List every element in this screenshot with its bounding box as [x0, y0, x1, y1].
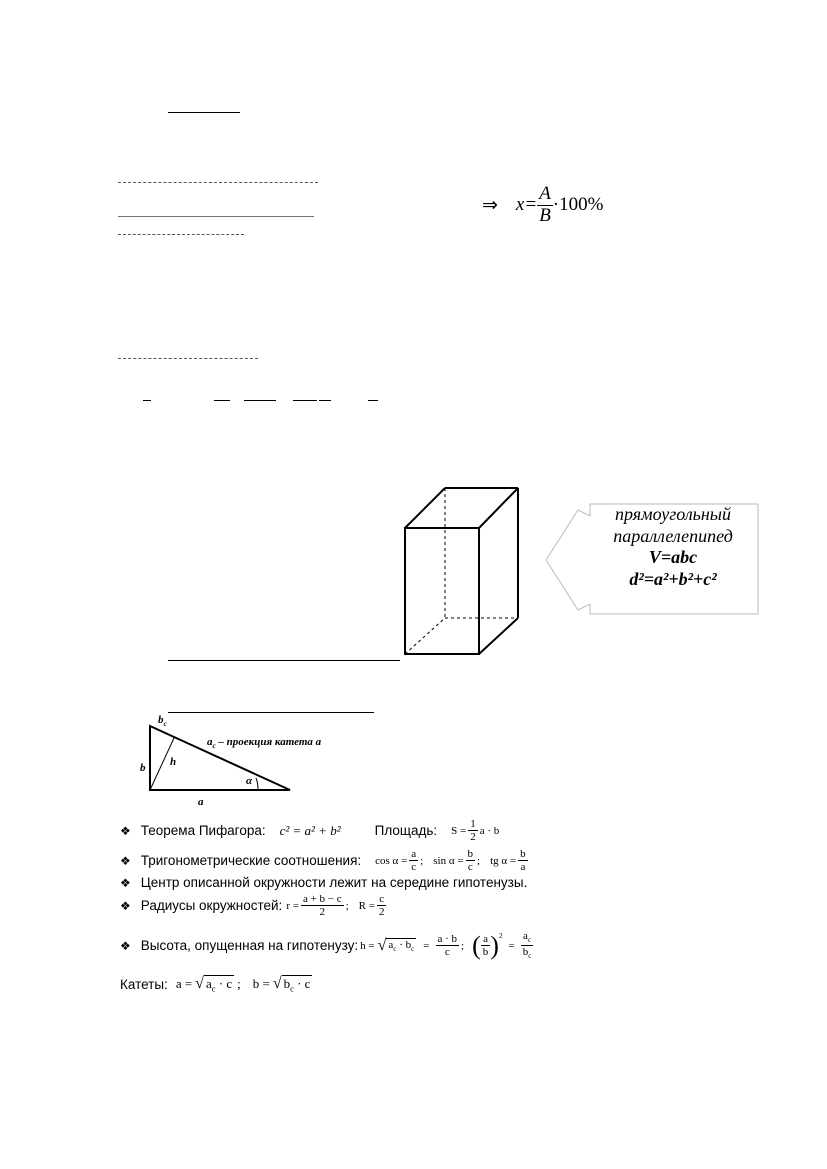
callout-diagonal: d²=a²+b²+c² — [629, 568, 717, 589]
sep-1: ; — [420, 854, 424, 867]
h-rhs-num-a: a — [523, 930, 528, 942]
area-den: 2 — [470, 831, 476, 844]
bullet-icon: ❖ — [120, 853, 131, 868]
sin-den: c — [467, 861, 473, 874]
cos-num: a — [411, 848, 417, 860]
cos-lhs: cos α = — [375, 854, 408, 867]
cos-den: c — [411, 861, 417, 874]
trig-label: Тригонометрические соотношения: — [140, 853, 362, 869]
legs-formulas — [176, 975, 316, 994]
b-root-sub: c — [290, 983, 294, 994]
right-triangle-figure — [140, 720, 300, 800]
tg-fraction — [518, 848, 528, 873]
angle-arc — [256, 778, 258, 790]
bullet-trig — [120, 848, 530, 873]
h-den: c — [444, 946, 450, 959]
dashed-rule-2 — [118, 234, 244, 235]
tg-lhs: tg α = — [490, 854, 517, 867]
b-root: b — [283, 976, 291, 991]
a-root-rest: · c — [215, 976, 233, 991]
area-formula — [451, 818, 499, 843]
dash-fragment-2 — [214, 400, 230, 401]
h-rhs-num-sub: c — [527, 936, 532, 945]
sep-2: ; — [477, 854, 481, 867]
formula-rhs: ·100% — [552, 194, 604, 216]
height-label: Высота, опущенная на гипотенузу: — [140, 938, 359, 954]
h-rhs-num — [521, 930, 533, 946]
h-rhs-den-sub: c — [528, 952, 532, 961]
label-ac-text: – проекция катета a — [215, 736, 322, 748]
label-alpha: α — [246, 775, 253, 787]
h-pow: 2 — [498, 931, 503, 940]
radii-formulas — [286, 893, 388, 918]
callout-line-2: параллелепипед — [613, 525, 733, 546]
h-paren-den: b — [482, 946, 489, 959]
bullet-radii — [120, 893, 388, 918]
label-a: a — [198, 796, 204, 808]
h-num: a · b — [437, 932, 458, 945]
h-rhs-den-b: b — [522, 946, 529, 959]
sep-3: ; — [345, 899, 349, 912]
h-sqrt: √ $a_c \cdot b_c$ — [377, 936, 415, 954]
r-num: a + b − c — [302, 893, 342, 905]
underline-rule-1 — [168, 660, 400, 661]
h-root-mid: · b — [396, 938, 412, 951]
sin-num: b — [467, 848, 474, 860]
r-den: 2 — [319, 906, 326, 919]
dashed-rule-3 — [118, 358, 258, 359]
R-den: 2 — [378, 906, 385, 919]
legs-label: Катеты: — [120, 976, 168, 992]
formula-numerator: A — [539, 183, 551, 204]
parallelepiped-figure — [395, 480, 530, 660]
h-rhs-den — [521, 946, 534, 961]
area-rhs: a · b — [479, 824, 500, 837]
h-eq-2: = — [508, 939, 515, 952]
R-num: c — [379, 893, 385, 905]
sin-fraction — [466, 848, 476, 873]
label-b: b — [140, 762, 146, 774]
label-ac-projection — [207, 736, 321, 750]
legs-line — [120, 975, 315, 994]
h-root-sub2: c — [411, 945, 415, 954]
a-root: a — [205, 976, 212, 991]
pythagoras-formula: c² = a² + b² — [279, 822, 341, 838]
bullet-icon: ❖ — [120, 898, 131, 913]
r-lhs: r = — [286, 899, 299, 912]
R-fraction — [377, 893, 387, 918]
a-sqrt: √ $a_c \cdot c$ — [195, 975, 233, 994]
r-fraction — [301, 893, 344, 918]
area-num: 1 — [470, 818, 476, 830]
label-ac-sub: c — [212, 742, 216, 751]
h-paren-group: ( $\frac{a}{b}$ ) $^2$ — [472, 930, 503, 960]
h-rhs-fraction — [521, 930, 534, 961]
top-short-rule — [168, 112, 240, 113]
bullet-circumcenter — [120, 875, 527, 890]
bullet-icon: ❖ — [120, 823, 131, 838]
callout-volume: V=abc — [648, 547, 698, 568]
h-fraction — [436, 933, 460, 958]
solid-rule-1 — [118, 216, 314, 217]
a-lhs: a = — [175, 976, 193, 992]
area-lhs: S = — [451, 824, 467, 837]
area-label: Площадь: — [374, 823, 438, 839]
h-lhs: h = — [360, 939, 375, 952]
cos-fraction — [409, 848, 418, 873]
bullet-icon: ❖ — [120, 875, 131, 890]
formula-lhs: x= — [515, 194, 538, 216]
label-bc-main: b — [158, 714, 164, 726]
a-root-sub: c — [211, 983, 216, 994]
callout-text — [598, 504, 748, 590]
bullet-icon: ❖ — [120, 938, 131, 953]
height-formulas — [360, 930, 533, 961]
b-lhs: b = — [252, 976, 270, 992]
sep-5: ; — [237, 976, 241, 992]
b-root-rest: · c — [293, 976, 311, 991]
area-fraction — [468, 818, 478, 843]
h-paren-fraction — [481, 933, 491, 958]
formula-denominator: B — [539, 204, 551, 226]
label-ac-main: a — [207, 736, 213, 748]
sin-lhs: sin α = — [433, 854, 464, 867]
underline-rule-2 — [168, 712, 374, 713]
dash-fragment-5 — [319, 400, 331, 401]
h-root-a: a — [388, 938, 394, 951]
sep-4: ; — [461, 939, 465, 952]
h-root-sub1: c — [393, 945, 397, 954]
formula-fraction — [537, 184, 553, 227]
R-lhs: R = — [358, 899, 375, 912]
label-bc — [158, 714, 167, 728]
h-eq-1: = — [423, 939, 430, 952]
dash-fragment-6 — [368, 400, 378, 401]
percent-formula — [482, 184, 603, 227]
b-sqrt: √ $b_c \cdot c$ — [272, 975, 311, 994]
trig-formulas — [375, 848, 530, 873]
dash-fragment-4 — [293, 400, 317, 401]
pythagoras-label: Теорема Пифагора: — [140, 823, 266, 839]
callout-line-1: прямоугольный — [615, 504, 731, 524]
label-bc-sub: c — [163, 720, 167, 729]
label-h: h — [170, 756, 177, 768]
circumcenter-text: Центр описанной окружности лежит на середине гипотенузы. — [140, 875, 528, 890]
implies-arrow: ⇒ — [482, 194, 498, 216]
dash-fragment-3 — [244, 400, 276, 401]
bullet-height — [120, 930, 533, 961]
h-paren-num: a — [483, 932, 488, 945]
tg-den: a — [520, 861, 526, 874]
dash-fragment-1 — [143, 400, 151, 401]
bullet-pythagoras — [120, 818, 499, 843]
radii-label: Радиусы окружностей: — [140, 898, 283, 914]
dashed-rule-1 — [118, 182, 318, 183]
tg-num: b — [520, 848, 526, 860]
